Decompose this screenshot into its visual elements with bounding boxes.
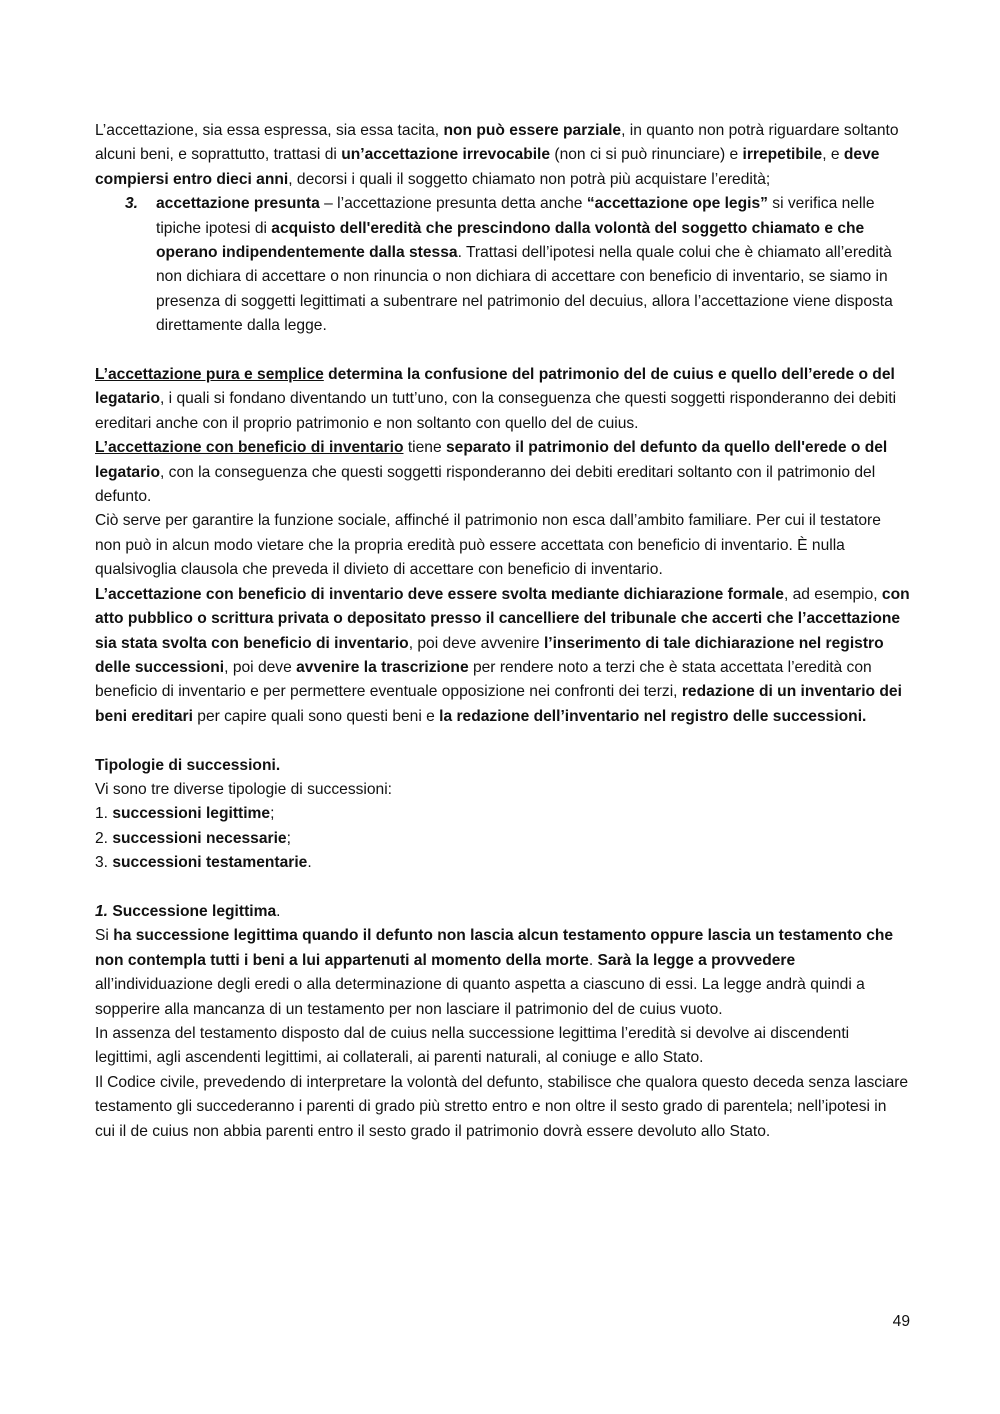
paragraph-legittima-assenza: In assenza del testamento disposto dal de cuius nella successione legittima l’eredità si devolve ai discendenti legittimi, agli ascendenti legittimi, ai collaterali, ai parenti naturali, al coniuge e allo Stato.: [95, 1024, 850, 1067]
section-heading-tipologie: Tipologie di successioni.: [95, 756, 281, 774]
tipologia-item: 1. successioni legittime;: [95, 805, 275, 823]
list-item-number: 3.: [125, 195, 139, 213]
list-item-accettazione-presunta: [95, 192, 910, 338]
paragraph-legittima-definizione: Si ha successione legittima quando il defunto non lascia alcun testamento oppure lascia un testamento che non contempla tutti i beni a lui appartenuti al momento della morte. Sarà la legge a provvedere all’individuazione degli eredi o alla determinazione di quanto aspetta a ciascuno di essi. La legge andrà quindi a sopperire alla mancanza di un testamento per non lasciare il patrimonio del de cuius vuoto.: [95, 927, 894, 1018]
paragraph-funzione-sociale: Ciò serve per garantire la funzione sociale, affinché il patrimonio non esca dall’ambito familiare. Per cui il testatore non può in alcun modo vietare che la propria eredità può essere accettata con beneficio di inventario. È nulla qualsivoglia clausola che preveda il divieto di accettare con beneficio di inventario.: [95, 512, 881, 579]
page-content: [95, 119, 910, 1144]
paragraph-legittima-codice: Il Codice civile, prevedendo di interpretare la volontà del defunto, stabilisce che qualora questo deceda senza lasciare testamento gli succederanno i parenti di grado più stretto entro e non oltre il sesto grado di parentela; nell’ipotesi in cui il de cuius non abbia parenti entro il sesto grado il patrimonio dovrà essere devoluto allo Stato.: [95, 1073, 909, 1140]
tipologie-intro: Vi sono tre diverse tipologie di successioni:: [95, 780, 393, 798]
tipologia-item: 3. successioni testamentarie.: [95, 854, 312, 872]
paragraph-procedura: L’accettazione con beneficio di inventario deve essere svolta mediante dichiarazione formale, ad esempio, con atto pubblico o scrittura privata o depositato presso il cancelliere del tribunale che accerti che l’accettazione sia stata svolta con beneficio di inventario, poi deve avvenire l’inserimento di tale dichiarazione nel registro delle successioni, poi deve avvenire la trascrizione per rendere noto a terzi che è stata accettata l’eredità con beneficio di inventario e per permettere eventuale opposizione nei confronti dei terzi, redazione di un inventario dei beni ereditari per capire quali sono questi beni e la redazione dell’inventario nel registro delle successioni.: [95, 585, 910, 725]
paragraph-accettazione-pura: L’accettazione pura e semplice determina la confusione del patrimonio del de cuius e quello dell’erede o del legatario, i quali si fondano diventando un tutt’uno, con la conseguenza che questi soggetti risponderanno dei debiti ereditari anche con il proprio patrimonio e non soltanto con quello del de cuius.: [95, 366, 897, 432]
intro-paragraph: L’accettazione, sia essa espressa, sia essa tacita, non può essere parziale, in quanto non potrà riguardare soltanto alcuni beni, e soprattutto, trattasi di un’accettazione irrevocabile (non ci si può rinunciare) e irrepetibile, e deve compiersi entro dieci anni, decorsi i quali il soggetto chiamato non potrà più acquistare l’eredità;: [95, 122, 899, 188]
section-heading-legittima: 1. Successione legittima.: [95, 902, 281, 920]
paragraph-beneficio-inventario: L’accettazione con beneficio di inventario tiene separato il patrimonio del defunto da quello dell'erede o del legatario, con la conseguenza che questi soggetti risponderanno dei debiti ereditari soltanto con il patrimonio del defunto.: [95, 439, 888, 506]
list-item-body: accettazione presunta – l’accettazione presunta detta anche “accettazione ope legis” si verifica nelle tipiche ipotesi di acquisto dell'eredità che prescindono dalla volontà del soggetto chiamato e che operano indipendentemente dalla stessa. Trattasi dell’ipotesi nella quale colui che è chiamato all’eredità non dichiara di accettare o non rinuncia o non dichiara di accettare con beneficio di inventario, se siamo in presenza di soggetti legittimati a subentrare nel patrimonio del decuius, allora l’accettazione viene disposta direttamente dalla legge.: [156, 195, 893, 335]
page-number: 49: [892, 1313, 910, 1330]
tipologia-item: 2. successioni necessarie;: [95, 829, 291, 847]
